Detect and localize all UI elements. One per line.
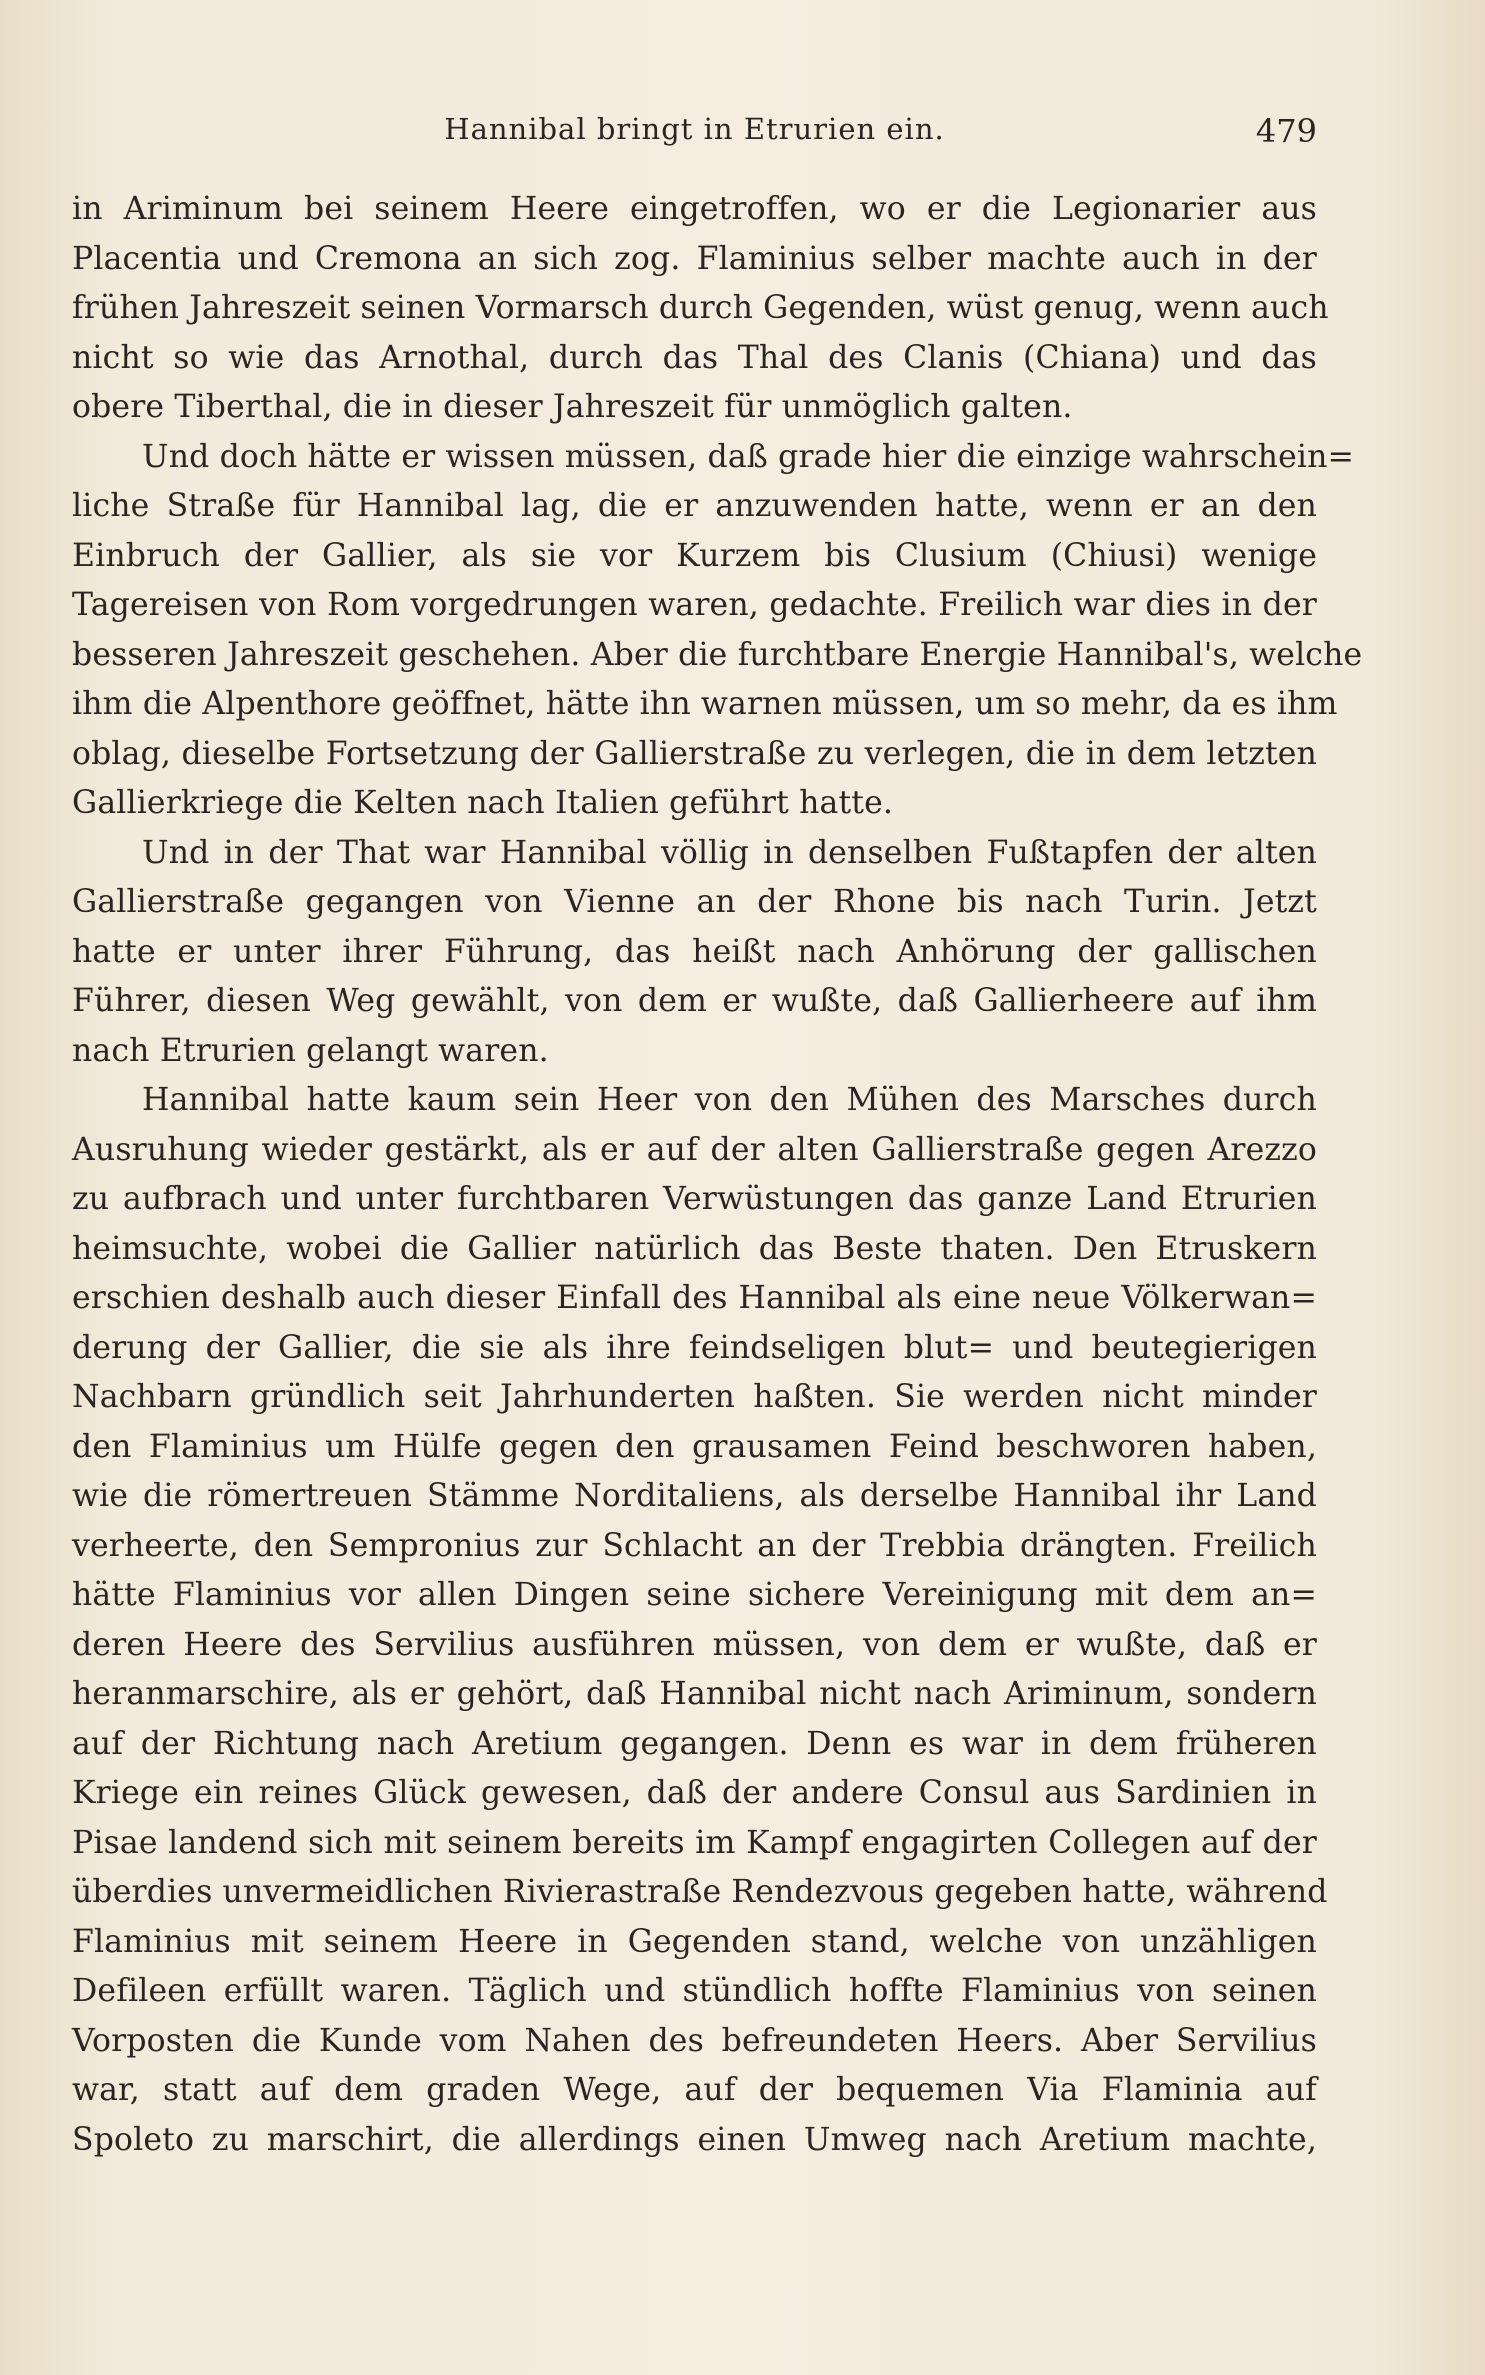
text-line: den Flaminius um Hülfe gegen den grausamen Feind beschworen haben, <box>72 1428 1317 1465</box>
text-line: nach Etrurien gelangt waren. <box>72 1032 549 1069</box>
text-line: war, statt auf dem graden Wege, auf der bequemen Via Flaminia auf <box>72 2072 1317 2108</box>
text-line: Tagereisen von Rom vorgedrungen waren, gedachte. Freilich war dies in der <box>72 587 1317 623</box>
text-line: Hannibal hatte kaum sein Heer von den Mühen des Marsches durch <box>142 1082 1317 1118</box>
text-line: Und in der That war Hannibal völlig in denselben Fußtapfen der alten <box>142 834 1317 871</box>
text-line: Und doch hätte er wissen müssen, daß grade hier die einzige wahrschein= <box>142 438 1355 475</box>
text-line: deren Heere des Servilius ausführen müssen, von dem er wußte, daß er <box>72 1626 1317 1663</box>
text-line: Gallierkriege die Kelten nach Italien geführt hatte. <box>72 785 894 821</box>
text-line: liche Straße für Hannibal lag, die er anzuwenden hatte, wenn er an den <box>72 488 1317 524</box>
text-line: Nachbarn gründlich seit Jahrhunderten haßten. Sie werden nicht minder <box>72 1379 1317 1415</box>
text-line: Einbruch der Gallier, als sie vor Kurzem bis Clusium (Chiusi) wenige <box>72 537 1317 574</box>
text-line: verheerte, den Sempronius zur Schlacht an der Trebbia drängten. Freilich <box>72 1527 1317 1564</box>
text-line: ihm die Alpenthore geöffnet, hätte ihn warnen müssen, um so mehr, da es ihm <box>72 686 1338 722</box>
text-line: Gallierstraße gegangen von Vienne an der Rhone bis nach Turin. Jetzt <box>72 884 1317 920</box>
page-header <box>72 112 1317 162</box>
text-line: heranmarschire, als er gehört, daß Hannibal nicht nach Ariminum, sondern <box>72 1676 1317 1712</box>
text-line: oblag, dieselbe Fortsetzung der Gallierstraße zu verlegen, die in dem letzten <box>72 735 1317 772</box>
text-line: Flaminius mit seinem Heere in Gegenden stand, welche von unzähligen <box>72 1923 1317 1960</box>
text-line: derung der Gallier, die sie als ihre feindseligen blut= und beutegierigen <box>72 1329 1317 1366</box>
text-line: Spoleto zu marschirt, die allerdings einen Umweg nach Aretium machte, <box>72 2121 1317 2158</box>
text-line: hatte er unter ihrer Führung, das heißt nach Anhörung der gallischen <box>72 933 1317 970</box>
text-line: heimsuchte, wobei die Gallier natürlich das Beste thaten. Den Etruskern <box>72 1230 1317 1267</box>
text-line: Defileen erfüllt waren. Täglich und stündlich hoffte Flaminius von seinen <box>72 1973 1317 2009</box>
text-line: hätte Flaminius vor allen Dingen seine sichere Vereinigung mit dem an= <box>72 1577 1317 1613</box>
text-line: besseren Jahreszeit geschehen. Aber die furchtbare Energie Hannibal's, welche <box>72 636 1363 673</box>
text-line: nicht so wie das Arnothal, durch das Thal des Clanis (Chiana) und das <box>72 339 1317 376</box>
text-line: Pisae landend sich mit seinem bereits im Kampf engagirten Collegen auf der <box>72 1824 1317 1861</box>
text-line: obere Tiberthal, die in dieser Jahreszeit für unmöglich galten. <box>72 389 1073 425</box>
text-line: überdies unvermeidlichen Rivierastraße Rendezvous gegeben hatte, während <box>72 1874 1328 1910</box>
page-number: 479 <box>1255 112 1317 150</box>
text-line: Vorposten die Kunde vom Nahen des befreundeten Heers. Aber Servilius <box>72 2022 1317 2059</box>
text-line: auf der Richtung nach Aretium gegangen. Denn es war in dem früheren <box>72 1725 1317 1762</box>
text-line: Placentia und Cremona an sich zog. Flaminius selber machte auch in der <box>72 240 1317 277</box>
running-title: Hannibal bringt in Etrurien ein. <box>444 112 945 146</box>
text-line: frühen Jahreszeit seinen Vormarsch durch Gegenden, wüst genug, wenn auch <box>72 290 1329 326</box>
text-line: Ausruhung wieder gestärkt, als er auf der alten Gallierstraße gegen Arezzo <box>72 1131 1317 1168</box>
text-line: Kriege ein reines Glück gewesen, daß der andere Consul aus Sardinien in <box>72 1775 1317 1811</box>
text-line: Führer, diesen Weg gewählt, von dem er wußte, daß Gallierheere auf ihm <box>72 983 1317 1019</box>
text-line: erschien deshalb auch dieser Einfall des Hannibal als eine neue Völkerwan= <box>72 1280 1317 1316</box>
body-text <box>72 185 1363 2165</box>
text-line: in Ariminum bei seinem Heere eingetroffen, wo er die Legionarier aus <box>72 191 1317 227</box>
text-line: wie die römertreuen Stämme Norditaliens, als derselbe Hannibal ihr Land <box>72 1478 1317 1514</box>
text-line: zu aufbrach und unter furchtbaren Verwüstungen das ganze Land Etrurien <box>72 1181 1317 1217</box>
